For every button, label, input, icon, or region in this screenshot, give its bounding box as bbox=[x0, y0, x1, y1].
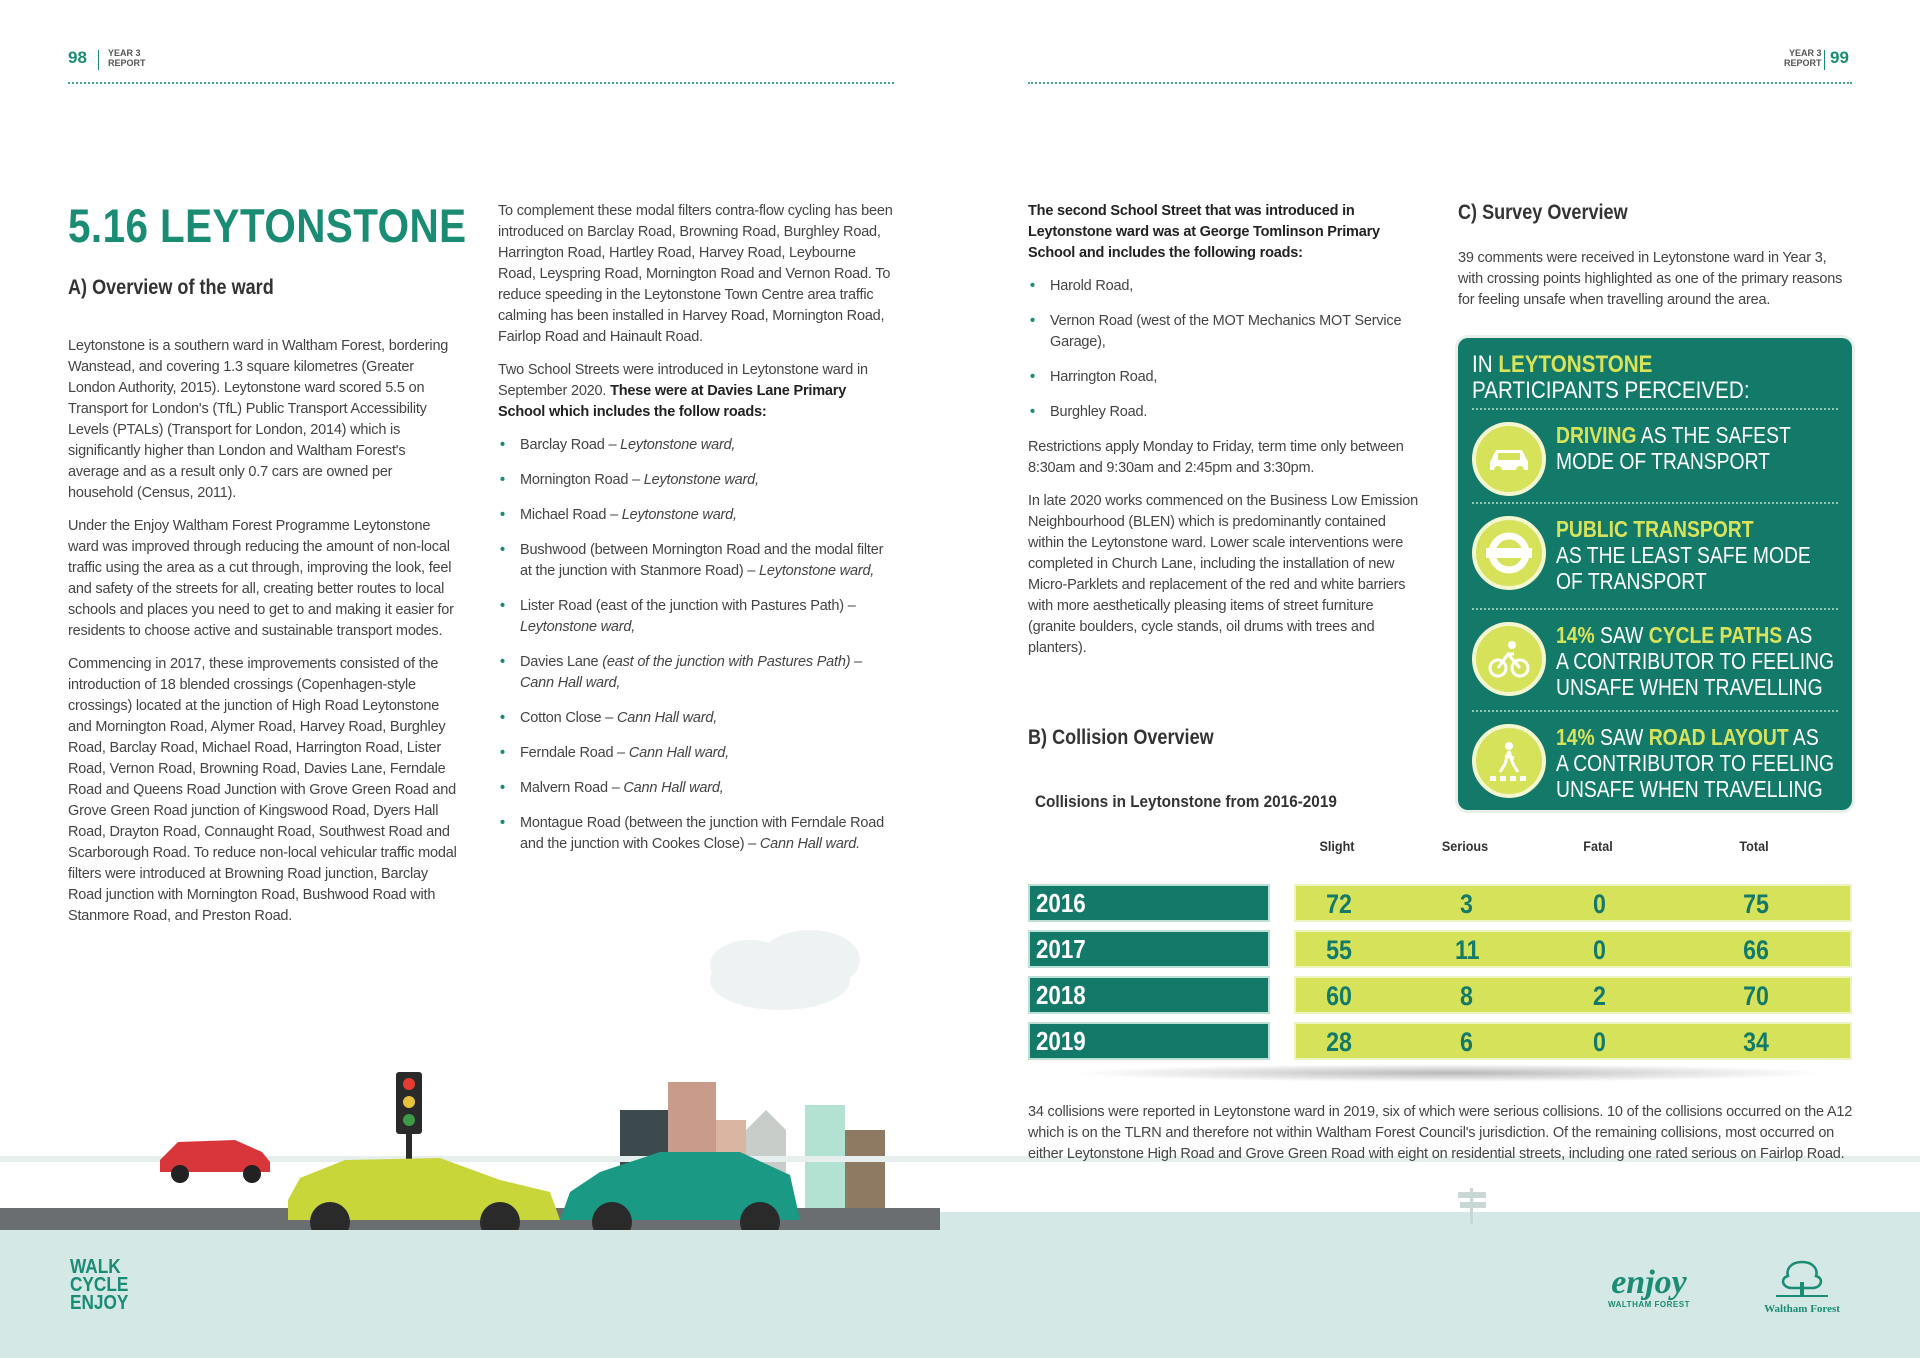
list-item: • Michael Road – Leytonstone ward, bbox=[498, 505, 894, 526]
signpost-icon bbox=[1452, 1184, 1492, 1224]
values-cell bbox=[1294, 976, 1852, 1014]
list-item: • Harold Road, bbox=[1028, 276, 1422, 297]
list-item: • Mornington Road – Leytonstone ward, bbox=[498, 470, 894, 491]
survey-overview-text: 39 comments were received in Leytonstone ward in Year 3, with crossing points highlighted as one of the primary reasons for feeling unsafe when travelling around the area. bbox=[1458, 250, 1843, 308]
enjoy-wordmark: enjoy bbox=[1611, 1264, 1687, 1301]
total-value: 70 bbox=[1743, 981, 1769, 1011]
table-row bbox=[1028, 884, 1852, 924]
list-item: • Ferndale Road – Cann Hall ward, bbox=[498, 743, 894, 764]
car-icon bbox=[1472, 422, 1546, 496]
serious-value: 11 bbox=[1454, 935, 1480, 965]
school-streets-bold: These were at Davies Lane Primary School which includes the follow roads: bbox=[498, 383, 847, 420]
serious-value: 6 bbox=[1460, 1027, 1474, 1057]
column-header-slight: Slight bbox=[1319, 838, 1355, 854]
slight-value: 55 bbox=[1326, 935, 1352, 965]
column-header-fatal: Fatal bbox=[1583, 838, 1613, 854]
table-shadow bbox=[1070, 1064, 1830, 1082]
total-value: 75 bbox=[1743, 889, 1769, 919]
cyclist-icon bbox=[1472, 622, 1546, 696]
collision-table-title: Collisions in Leytonstone from 2016-2019 bbox=[1035, 792, 1337, 811]
panel-divider bbox=[1472, 408, 1838, 410]
walk-cycle-enjoy-logo bbox=[70, 1258, 128, 1312]
collision-summary-text: 34 collisions were reported in Leytonstone ward in 2019, six of which were serious collisions. 10 of the collisions occurred on the A12 which is on the TLRN and therefore not within Waltham Forest Council's jurisdiction. Of the remaining collisions, most occurred on either Leytonstone High Road and Grove Green Road with eight on residential streets, including one rated serious on Fairlop Road. bbox=[1028, 1104, 1853, 1162]
year-cell: 2018 bbox=[1028, 976, 1270, 1014]
slight-value: 72 bbox=[1326, 889, 1352, 919]
contraflow-paragraph: To complement these modal filters contra-flow cycling has been introduced on Barclay Road, Browning Road, Burghley Road, Harrington Road, Hartley Road, Harvey Road, Leybourne Road, Leyspring Road, Mornington Road and Vernon Road. To reduce speeding in the Leytonstone Town Centre area traffic calming has been installed in Harvey Road, Mornington Road, Fairlop Road and Hainault Road. bbox=[498, 203, 893, 345]
fatal-value: 0 bbox=[1593, 889, 1607, 919]
modal-filters-column bbox=[498, 201, 894, 869]
waltham-forest-council-logo bbox=[1752, 1258, 1852, 1315]
davies-lane-roads-list bbox=[498, 435, 894, 855]
year-cell: 2016 bbox=[1028, 884, 1270, 922]
logo-line: WALK bbox=[70, 1256, 121, 1278]
panel-divider bbox=[1472, 608, 1838, 610]
section-c-heading: C) Survey Overview bbox=[1458, 201, 1628, 224]
serious-value: 8 bbox=[1460, 981, 1474, 1011]
report-word: REPORT bbox=[1784, 58, 1822, 68]
tree-icon bbox=[1772, 1258, 1832, 1298]
year-cell: 2017 bbox=[1028, 930, 1270, 968]
header-divider bbox=[1824, 50, 1825, 70]
improvements-paragraph: Commencing in 2017, these improvements consisted of the introduction of 18 blended crossings (Copenhagen-style crossings) located at the junction of High Road Leytonstone and Mornington Road, Alymer Road, Harvey Road, Burghley Road, Barclay Road, Michael Road, Harrington Road, Lister Road, Vernon Road, Browning Road, Davies Lane, Ferndale Road and Queens Road Junction with Grove Green Road and Grove Green Road junction of Kingswood Road, Dyers Hall Road, Drayton Road, Connaught Road, Southwest Road and Scarborough Road. To reduce non-local vehicular traffic modal filters were introduced at Browning Road junction, Barclay Road junction with Mornington Road, Bushwood Road with Stanmore Road, and Preston Road. bbox=[68, 656, 457, 924]
enjoy-waltham-forest-logo bbox=[1608, 1266, 1690, 1309]
tfl-roundel-icon bbox=[1472, 516, 1546, 590]
survey-perception-panel bbox=[1458, 338, 1852, 810]
restrictions-paragraph: Restrictions apply Monday to Friday, term time only between 8:30am and 9:30am and 2:45pm and 3:30pm. bbox=[1028, 439, 1404, 476]
column-header-total: Total bbox=[1739, 838, 1769, 854]
perception-driving: DRIVING AS THE SAFEST MODE OF TRANSPORT bbox=[1472, 414, 1838, 502]
perception-road-layout: 14% SAW ROAD LAYOUT AS A CONTRIBUTOR TO FEELING UNSAFE WHEN TRAVELLING bbox=[1472, 716, 1838, 804]
section-a-heading: A) Overview of the ward bbox=[68, 276, 274, 299]
table-row bbox=[1028, 976, 1852, 1016]
pedestrian-crossing-icon bbox=[1472, 724, 1546, 798]
values-cell bbox=[1294, 884, 1852, 922]
right-report-label bbox=[1784, 48, 1822, 68]
panel-heading: IN LEYTONSTONE PARTICIPANTS PERCEIVED: bbox=[1472, 351, 1750, 404]
programme-paragraph: Under the Enjoy Waltham Forest Programme Leytonstone ward was improved through reducing the amount of non-local traffic using the area as a cut through, improving the look, feel and safety of the streets for all, creating better routes to local schools and places you need to get to and making it easier for residents to choose active and sustainable transport modes. bbox=[68, 518, 454, 639]
left-page-number: 98 bbox=[68, 48, 87, 67]
report-year: YEAR 3 bbox=[108, 48, 141, 58]
list-item: • Lister Road (east of the junction with Pastures Path) – Leytonstone ward, bbox=[498, 596, 894, 638]
left-report-label bbox=[108, 48, 146, 68]
right-header-rule bbox=[1028, 82, 1852, 84]
logo-line: ENJOY bbox=[70, 1292, 129, 1314]
values-cell bbox=[1294, 930, 1852, 968]
school-streets-intro: Two School Streets were introduced in Leytonstone ward in September 2020. bbox=[498, 362, 868, 399]
panel-divider bbox=[1472, 710, 1838, 712]
perception-cycle-paths: 14% SAW CYCLE PATHS AS A CONTRIBUTOR TO FEELING UNSAFE WHEN TRAVELLING bbox=[1472, 614, 1838, 702]
list-item: • Vernon Road (west of the MOT Mechanics MOT Service Garage), bbox=[1028, 311, 1422, 353]
waltham-forest-wordmark: Waltham Forest bbox=[1764, 1303, 1840, 1315]
table-row bbox=[1028, 930, 1852, 970]
perception-public-transport: PUBLIC TRANSPORT AS THE LEAST SAFE MODE OF TRANSPORT bbox=[1472, 508, 1838, 596]
second-school-street-paragraph: The second School Street that was introduced in Leytonstone ward was at George Tomlinson Primary School and includes the following roads: bbox=[1028, 203, 1380, 261]
slight-value: 60 bbox=[1326, 981, 1352, 1011]
list-item: • Bushwood (between Mornington Road and the modal filter at the junction with Stanmore Road) – Leytonstone ward, bbox=[498, 540, 894, 582]
page-title: 5.16 LEYTONSTONE bbox=[68, 199, 467, 252]
cloud-icon bbox=[710, 930, 860, 1010]
panel-divider bbox=[1472, 502, 1838, 504]
fatal-value: 0 bbox=[1593, 935, 1607, 965]
list-item: • Malvern Road – Cann Hall ward, bbox=[498, 778, 894, 799]
header-divider bbox=[98, 50, 99, 70]
yellow-car-icon bbox=[288, 1158, 560, 1230]
report-word: REPORT bbox=[108, 58, 146, 68]
list-item: • Cotton Close – Cann Hall ward, bbox=[498, 708, 894, 729]
values-cell bbox=[1294, 1022, 1852, 1060]
table-row bbox=[1028, 1022, 1852, 1062]
section-b-heading: B) Collision Overview bbox=[1028, 726, 1214, 749]
slight-value: 28 bbox=[1326, 1027, 1352, 1057]
overview-paragraph: Leytonstone is a southern ward in Waltham Forest, bordering Wanstead, and covering 1.3 square kilometres (Greater London Authority, 2015). Leytonstone ward scored 5.5 on Transport for London's (TfL) Public Transport Accessibility Levels (PTALs) (Transport for London, 2014) which is significantly higher than London and Waltham Forest's average and as a result only 0.7 cars are owned per household (Census, 2011). bbox=[68, 338, 449, 501]
list-item: • Harrington Road, bbox=[1028, 367, 1422, 388]
red-car-icon bbox=[160, 1140, 270, 1183]
report-year: YEAR 3 bbox=[1789, 48, 1822, 58]
column-header-serious: Serious bbox=[1441, 838, 1489, 854]
fatal-value: 0 bbox=[1593, 1027, 1607, 1057]
serious-value: 3 bbox=[1460, 889, 1474, 919]
year-cell: 2019 bbox=[1028, 1022, 1270, 1060]
total-value: 66 bbox=[1743, 935, 1769, 965]
fatal-value: 2 bbox=[1593, 981, 1607, 1011]
list-item: • Davies Lane (east of the junction with Pastures Path) – Cann Hall ward, bbox=[498, 652, 894, 694]
school-street-column bbox=[1028, 201, 1422, 671]
ward-overview-column bbox=[68, 336, 458, 939]
logo-line: CYCLE bbox=[70, 1274, 129, 1296]
list-item: • Montague Road (between the junction with Ferndale Road and the junction with Cookes Close) – Cann Hall ward. bbox=[498, 813, 894, 855]
school-streets-paragraph bbox=[498, 360, 894, 423]
list-item: • Barclay Road – Leytonstone ward, bbox=[498, 435, 894, 456]
george-tomlinson-roads-list bbox=[1028, 276, 1422, 423]
blen-paragraph: In late 2020 works commenced on the Business Low Emission Neighbourhood (BLEN) which is predominantly contained within the Leytonstone ward. Lower scale interventions were completed in Church Lane, including the installation of new Micro-Parklets and replacement of the red and white barriers with more aesthetically pleasing items of street furniture (granite boulders, cycle stands, oil drums with trees and planters). bbox=[1028, 493, 1418, 656]
green-car-icon bbox=[560, 1152, 800, 1230]
total-value: 34 bbox=[1743, 1027, 1769, 1057]
list-item: • Burghley Road. bbox=[1028, 402, 1422, 423]
right-page-number: 99 bbox=[1830, 48, 1849, 67]
enjoy-subtitle: WALTHAM FOREST bbox=[1608, 1300, 1690, 1309]
left-header-rule bbox=[68, 82, 894, 84]
